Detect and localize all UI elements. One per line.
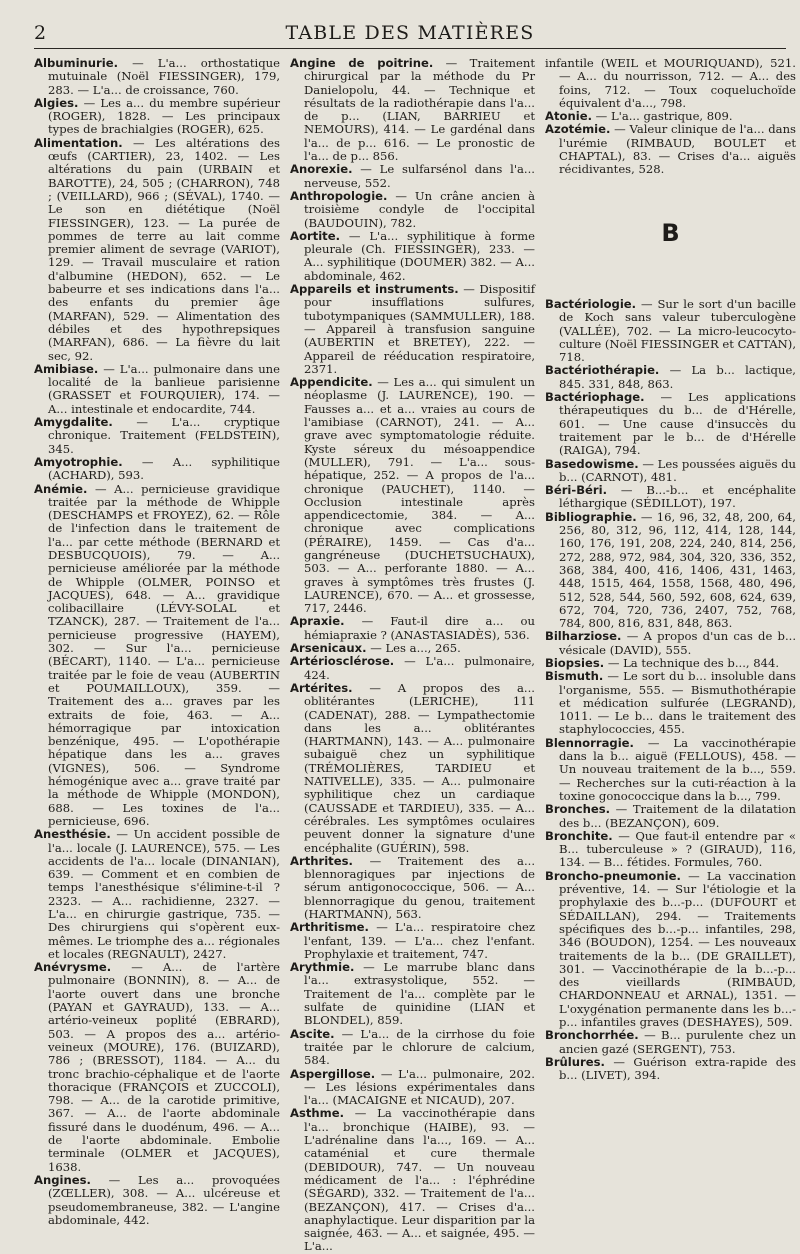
entry-term: Albuminurie. xyxy=(34,56,119,70)
entry-text: — L'a... pulmonaire dans une localité de la banlieue parisienne (GRASSET et FOURQUIER), 174. — A... intestinale et endocardite, 744. xyxy=(48,361,281,416)
entry-term: Bismuth. xyxy=(545,669,604,684)
entry-term: Bronchite. xyxy=(545,828,613,843)
entry-text: — Que faut-il entendre par « B... tuberculeuse » ? (GIRAUD), 116, 134. — B... fétides. Formules, 760. xyxy=(559,828,797,870)
index-entry xyxy=(290,855,535,921)
entry-term: Ascite. xyxy=(290,1026,335,1041)
entry-text: — La b... lactique, 845. 331, 848, 863. xyxy=(559,363,796,391)
entry-term: Amygdalite. xyxy=(34,415,113,430)
index-entry xyxy=(545,870,796,1030)
index-entry xyxy=(545,511,796,631)
index-column-1 xyxy=(34,57,280,1254)
index-entry xyxy=(34,363,280,416)
index-column-3 xyxy=(545,57,796,1254)
entry-term: Bactériologie. xyxy=(545,296,637,311)
running-header xyxy=(34,18,786,49)
entry-text: — Les a... qui simulent un néoplasme (J. LAURENCE), 190. — Fausses a... et a... vraies au cours de l'amibiase (CARNOT), 241. — A... grave avec symptomatologie réduite. Kyste séreux du mésoappendice (MULLER), 791. — L'a... sous-hépatique, 252. — A propos de l'a... chronique (PAUCHET), 1140. — Occlusion intestinale après appendicectomie, 384. — A... chronique avec complications (PÉRAIRE), 1459. — Cas d'a... gangréneuse (DUCHETSUCHAUX), 503. — A... perforante 1880. — A... graves à symptômes très frustes (J. LAURENCE), 670. — A... et grossesse, 717, 2446. xyxy=(304,375,536,616)
entry-text: — Traitement chirurgical par la méthode du Pr Danielopolu, 44. — Technique et résultats de la radiothérapie dans l'a... de p... (LIAN, BARRIEU et NEMOURS), 414. — Le gardénal dans l'a... de p... 616. — Le pronostic de l'a... de p... 856. xyxy=(304,56,535,164)
entry-text: — Les applications thérapeutiques du b... de d'Hérelle, 601. — Une cause d'insuccès du traitement par le b... de d'Hérelle (RAIGA), 794. xyxy=(559,390,796,458)
entry-text: — Un crâne ancien à troisième condyle de l'occipital (BAUDOUIN), 782. xyxy=(304,188,536,230)
index-entry xyxy=(34,1174,280,1227)
index-entry xyxy=(545,737,796,803)
entry-term: Appareils et instruments. xyxy=(290,282,459,297)
index-entry xyxy=(290,1068,535,1108)
entry-text: — Les altérations des œufs (CARTIER), 23, 1402. — Les altérations du pain (URBAIN et BAROTTE), 24, 505 ; (CHARRON), 748 ; (VEILLARD), 966 ; (SÉVAL), 1740. — Le son en diététique (Noël FIESSINGER), 123. — La purée de pommes de terre au lait comme premier aliment de sevrage (VARIOT), 129. — Travail musculaire et ration d'albumine (HEDON), 652. — Le babeurre et ses indications dans l'a... des enfants du premier âge (MARFAN), 529. — Alimentation des débiles et des hypothrepsiques (MARFAN), 686. — La fièvre du lait sec, 92. xyxy=(48,135,280,363)
entry-text: — Le sort du b... insoluble dans l'organisme, 555. — Bismuthothérapie et médication sulfurée (LEGRAND), 1011. — Le b... dans le traitement des staphylococcies, 455. xyxy=(559,669,796,737)
entry-term: Arthrites. xyxy=(290,853,353,868)
entry-term: Basedowisme. xyxy=(545,456,639,471)
entry-term: Bilharziose. xyxy=(545,629,622,644)
index-entry xyxy=(545,298,796,364)
index-entry xyxy=(34,416,280,456)
entry-term: Béri-Béri. xyxy=(545,483,607,498)
entry-term: Biopsies. xyxy=(545,655,605,670)
entry-term: Algies. xyxy=(34,95,79,110)
index-entry xyxy=(290,642,535,655)
entry-term: Apraxie. xyxy=(290,614,345,629)
entry-text: — La technique des b..., 844. xyxy=(607,655,780,670)
entry-term: Angines. xyxy=(34,1172,91,1187)
index-entry xyxy=(290,1107,535,1253)
entry-text: — A propos d'un cas de b... vésicale (DAVID), 555. xyxy=(559,629,797,657)
index-entry xyxy=(545,670,796,736)
index-entry xyxy=(290,376,535,615)
index-entry xyxy=(290,1028,535,1068)
entry-text: — Les a..., 265. xyxy=(370,641,461,656)
entry-text: — B...-b... et encéphalite léthargique (SÉDILLOT), 197. xyxy=(559,483,796,511)
entry-text: — Valeur clinique de l'a... dans l'urémie (RIMBAUD, BOULET et CHAPTAL), 83. — Crises d'a... aiguës récidivantes, 528. xyxy=(559,122,796,177)
entry-text: — La vaccination préventive, 14. — Sur l'étiologie et la prophylaxie des b...-p... (DUFOURT et SÉDAILLAN), 294. — Traitements spécifiques des b...-p... infantiles, 298, 346 (BOUDON), 1254. — Les nouveaux traitements de la b... (DE GRAILLET), 301. — Vaccinothérapie de la b...-p... des vieillards (RIMBAUD, CHARDONNEAU et ARNAL), 1351. — L'oxygénation permanente dans les b...-p... infantiles graves (DESHAYES), 509. xyxy=(559,868,796,1029)
index-entry xyxy=(34,137,280,363)
entry-term: Blennorragie. xyxy=(545,735,634,750)
entry-term: Angine de poitrine. xyxy=(290,56,434,70)
index-entry xyxy=(34,961,280,1174)
entry-term: Bactériothérapie. xyxy=(545,363,660,378)
index-columns xyxy=(34,56,797,1254)
entry-term: Anévrysme. xyxy=(34,960,112,975)
entry-term: Brûlures. xyxy=(545,1054,605,1069)
entry-text: — Traitement de la dilatation des b... (BEZANÇON), 609. xyxy=(559,802,796,830)
entry-term: Amibiase. xyxy=(34,361,99,376)
index-entry xyxy=(290,615,535,642)
entry-text: — Faut-il dire a... ou hémiapraxie ? (ANASTASIADÈS), 536. xyxy=(304,614,535,642)
entry-term: Bronches. xyxy=(545,802,611,817)
entry-term: Arythmie. xyxy=(290,960,355,975)
entry-text: — Sur le sort d'un bacille de Koch sans valeur tuberculogène (VALLÉE), 702. — La micro-leucocyto-culture (Noël FIESSINGER et CATTAN), 718. xyxy=(559,296,797,365)
entry-text: — Un accident possible de l'a... locale (J. LAURENCE), 575. — Les accidents de l'a... locale (DINANIAN), 639. — Comment et en combien de temps l'anesthésique s'élimine-t-il ? 2323. — A... rachidienne, 2327. — L'a... en chirurgie gastrique, 735. — Des chirurgiens qui s'opèrent eux-mêmes. Le triomphe des a... régionales et locales (REGNAULT), 2427. xyxy=(48,827,281,961)
entry-term: Anorexie. xyxy=(290,162,353,177)
index-entry xyxy=(290,961,535,1027)
entry-text: — Les poussées aiguës du b... (CARNOT), 481. xyxy=(559,456,797,484)
entry-text: — Les a... provoquées (ZŒLLER), 308. — A... ulcéreuse et pseudomembraneuse, 382. — L'angine abdominale, 442. xyxy=(48,1172,280,1227)
index-entry xyxy=(545,391,796,457)
entry-term: Bronchorrhée. xyxy=(545,1028,639,1043)
index-entry xyxy=(290,163,535,190)
entry-term: Atonie. xyxy=(545,109,592,124)
index-entry xyxy=(545,458,796,485)
index-entry xyxy=(290,230,535,283)
entry-text: — A propos des a... oblitérantes (LERICHE), 111 (CADENAT), 288. — Lympathectomie dans les a... oblitérantes (HARTMANN), 143. — A... pulmonaire subaiguë chez un syphilitique (TRÉMOLIÈRES, TARDIEU et NATIVELLE), 335. — A... pulmonaire syphilitique chez un cardiaque (CAUSSADE et TARDIEU), 335. — A... cérébrales. Les symptômes oculaires peuvent donner la signature d'une encéphalite (GUÉRIN), 598. xyxy=(304,680,535,855)
entry-text: — A... pernicieuse gravidique traitée par la méthode de Whipple (DESCHAMPS et FROYEZ), 62. — Rôle de l'infection dans le traitement de l'a... par cette méthode (BERNARD et DESBUCQUOIS), 79. — A... pernicieuse améliorée par la méthode de Whipple (OLMER, POINSO et JACQUES), 648. — A... gravidique colibacillaire (LÉVY-SOLAL et TZANCK), 287. — Traitement de l'a... pernicieuse progressive (HAYEM), 302. — Sur l'a... pernicieuse (BÉCART), 1140. — L'a... pernicieuse traitée par le foie de veau (AUBERTIN et POUMAILLOUX), 359. — Traitement des a... graves par les extraits de foie, 463. — A... hémorragique par intoxication benzénique, 495. — L'opothérapie hépatique dans les a... graves (VIGNES), 506. — Syndrome hémogénique avec a... grave traité par la méthode de Whipple (MONDON), 688. — Les toxines de l'a... pernicieuse, 696. xyxy=(48,481,281,828)
entry-term: Broncho-pneumonie. xyxy=(545,868,681,883)
entry-term: Artériosclérose. xyxy=(290,654,395,669)
entry-text: — Le marrube blanc dans l'a... extrasystolique, 552. — Traitement de l'a... complète par le sulfate de quinidine (LIAN et BLONDEL), 859. xyxy=(304,960,535,1028)
index-entry xyxy=(545,110,796,123)
index-entry xyxy=(545,1056,796,1083)
index-entry xyxy=(545,1029,796,1056)
entry-term: Alimentation. xyxy=(34,135,123,150)
entry-term: Anémie. xyxy=(34,481,88,496)
entry-text: — 16, 96, 32, 48, 200, 64, 256, 80, 312, 96, 112, 414, 128, 144, 160, 176, 191, 208, 224, 240, 814, 256, 272, 288, 972, 984, 304, 320, 336, 352, 368, 384, 400, 416, 1406, 431, 1463, 448, 1515, 464, 1558, 1568, 480, 496, 512, 528, 544, 560, 592, 608, 624, 639, 672, 704, 720, 736, 2407, 752, 768, 784, 800, 816, 831, 848, 863. xyxy=(559,509,796,631)
index-entry xyxy=(290,655,535,682)
running-title: TABLE DES MATIÈRES xyxy=(285,22,535,44)
index-entry xyxy=(34,57,280,97)
entry-term: Arthritisme. xyxy=(290,920,369,935)
entry-text: — Guérison extra-rapide des b... (LIVET), 394. xyxy=(559,1054,797,1083)
entry-term: Asthme. xyxy=(290,1106,345,1121)
index-entry xyxy=(34,456,280,483)
entry-term: Aspergillose. xyxy=(290,1066,376,1081)
index-entry xyxy=(545,484,796,511)
index-entry xyxy=(34,828,280,961)
entry-text: — L'a... pulmonaire, 202. — Les lésions expérimentales dans l'a... (MACAIGNE et NICAUD), 207. xyxy=(304,1066,535,1108)
entry-text: infantile (WEIL et MOURIQUAND), 521. — A... du nourrisson, 712. — A... des foins, 712. — Toux coqueluchoïde équivalent d'a..., 798. xyxy=(545,56,796,110)
index-entry xyxy=(545,657,796,670)
entry-text: — L'a... syphilitique à forme pleurale (Ch. FIESSINGER), 233. — A... syphilitique (DOUMER) 382. — A... abdominale, 462. xyxy=(304,228,535,283)
section-letter: B xyxy=(661,218,680,247)
index-entry xyxy=(290,682,535,855)
index-entry xyxy=(290,57,535,163)
index-entry xyxy=(545,803,796,830)
index-entry xyxy=(545,57,796,110)
entry-text: — Les a... du membre supérieur (ROGER), 1828. — Les principaux types de brachialgies (ROGER), 625. xyxy=(48,95,280,137)
entry-text: — L'a... de la cirrhose du foie traitée par le chlorure de calcium, 584. xyxy=(304,1026,535,1068)
entry-term: Azotémie. xyxy=(545,122,611,137)
entry-term: Amyotrophie. xyxy=(34,454,123,469)
entry-text: — A... de l'artère pulmonaire (BONNIN), 8. — A... de l'aorte ouvert dans une bronche (PAYAN et GAYRAUD), 133. — A... artério-veineux poplité (EBRARD), 503. — A propos des a... artério-veineux (MOURE), 176. (BUIZARD), 786 ; (BRESSOT), 1184. — A... du tronc brachio-céphalique et de l'aorte thoracique (FRANÇOIS et ZUCCOLI), 798. — A... de la carotide primitive, 367. — A... de l'aorte abdominale fissuré dans le duodénum, 496. — A... de l'aorte abdominale. Embolie terminale (OLMER et JACQUES), 1638. xyxy=(48,960,280,1174)
entry-term: Bactériophage. xyxy=(545,390,645,405)
entry-text: — Traitement des a... blennoragiques par injections de sérum antigonococcique, 506. — A... blennorragique du genou, traitement (HARTMANN), 563. xyxy=(304,853,536,921)
entry-text: — B... purulente chez un ancien gazé (SERGENT), 753. xyxy=(559,1028,797,1056)
index-entry xyxy=(290,283,535,376)
entry-text: — Dispositif pour insufflations sulfures, tubotympaniques (SAMMULLER), 188. — Appareil à transfusion sanguine (AUBERTIN et BRETEY), 222. — Appareil de rééducation respiratoire, 2371. xyxy=(304,282,535,376)
entry-text: — L'a... respiratoire chez l'enfant, 139. — L'a... chez l'enfant. Prophylaxie et traitement, 747. xyxy=(304,920,535,961)
entry-text: — La vaccinothérapie dans l'a... bronchique (HAIBE), 93. — L'adrénaline dans l'a..., 169. — A... cataménial et cure thermale (DEBIDOUR), 747. — Un nouveau médicament de l'a... : l'éphrédine (SÉGARD), 332. — Traitement de l'a... (BEZANÇON), 417. — Crises d'a... anaphylactique. Leur disparition par la saignée, 463. — A... et saignée, 495. — L'a... xyxy=(304,1106,536,1254)
entry-term: Appendicite. xyxy=(290,375,373,390)
index-entry xyxy=(290,190,535,230)
entry-term: Arsenicaux. xyxy=(290,641,367,656)
page-number: 2 xyxy=(34,22,47,44)
index-entry xyxy=(34,483,280,829)
entry-term: Artérites. xyxy=(290,680,353,695)
entry-text: — L'a... orthostatique mutuinale (Noël FIESSINGER), 179, 283. — L'a... de croissance, 760. xyxy=(48,56,281,97)
entry-text: — L'a... cryptique chronique. Traitement (FELDSTEIN), 345. xyxy=(48,415,280,456)
entry-term: Anthropologie. xyxy=(290,188,388,203)
entry-text: — Le sulfarsénol dans l'a... nerveuse, 552. xyxy=(304,162,535,190)
index-entry xyxy=(545,830,796,870)
entry-term: Anesthésie. xyxy=(34,827,111,842)
index-column-2 xyxy=(290,57,535,1254)
index-entry xyxy=(545,364,796,391)
entry-term: Bibliographie. xyxy=(545,509,637,524)
entry-term: Aortite. xyxy=(290,228,340,243)
entry-text: — L'a... gastrique, 809. xyxy=(595,109,733,124)
entry-text: — A... syphilitique (ACHARD), 593. xyxy=(48,454,280,483)
index-entry xyxy=(545,123,796,176)
entry-text: — L'a... pulmonaire, 424. xyxy=(304,654,535,682)
entry-text: — La vaccinothérapie dans la b... aiguë (FELLOUS), 458. — Un nouveau traitement de la b..., 559. — Recherches sur la cuti-réaction à la toxine gonococcique dans la b..., 799. xyxy=(559,735,796,803)
index-entry xyxy=(34,97,280,137)
index-entry xyxy=(545,630,796,657)
index-entry xyxy=(290,921,535,961)
